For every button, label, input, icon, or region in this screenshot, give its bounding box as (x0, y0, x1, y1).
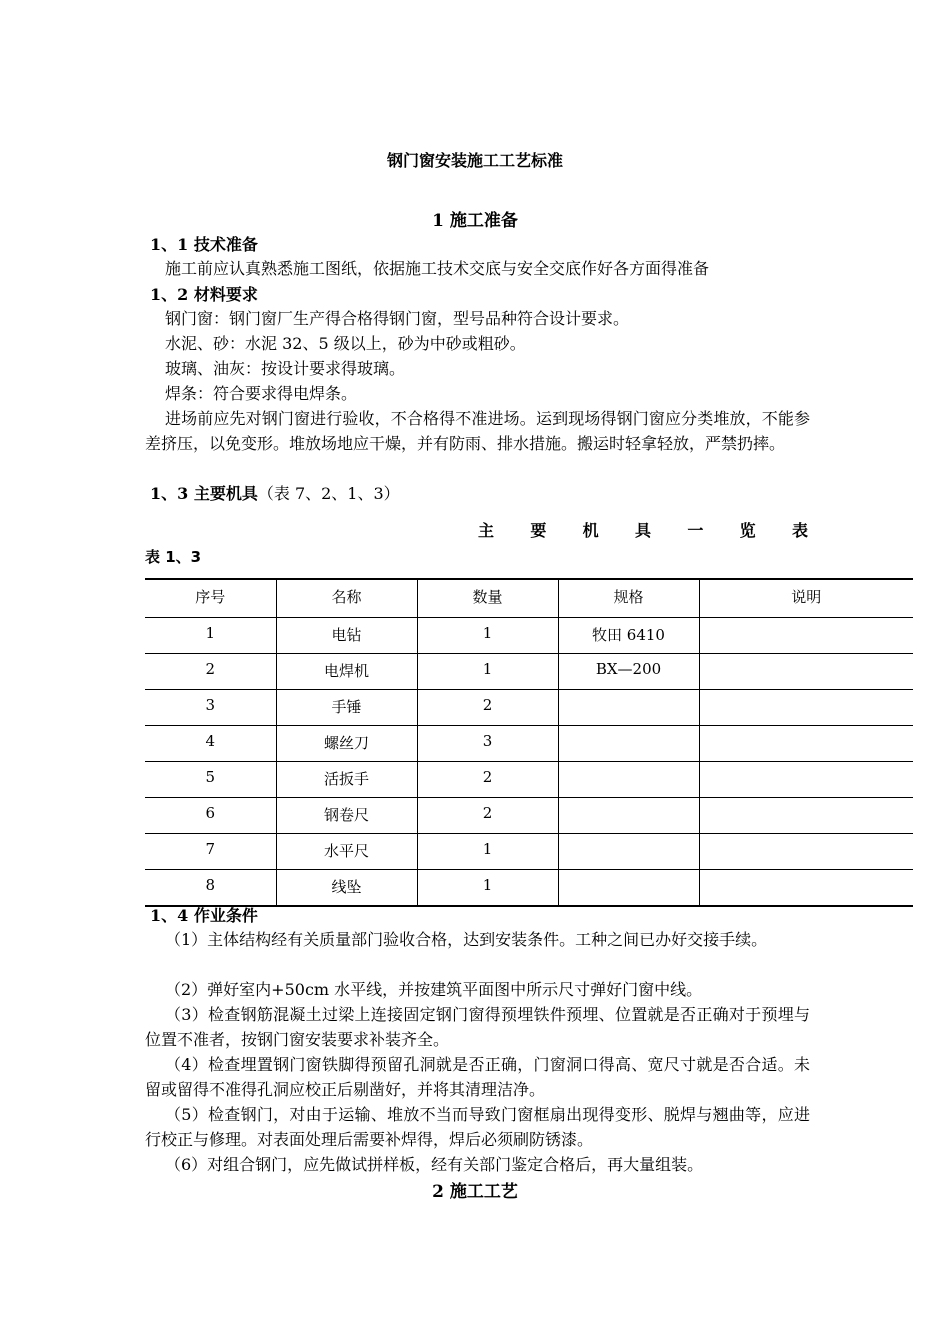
subsection-1-3-note: （表 7、2、1、3） (257, 484, 400, 503)
table-row (145, 798, 913, 834)
table-caption-char: 具 (634, 521, 651, 540)
cell-quantity: 1 (417, 654, 558, 690)
table-header-row (145, 579, 913, 618)
subsection-1-2-label: 材料要求 (193, 285, 258, 304)
cell-quantity: 3 (417, 726, 558, 762)
cell-quantity: 2 (417, 762, 558, 798)
cell-remark (699, 798, 913, 834)
cell-quantity: 2 (417, 798, 558, 834)
table-caption-char: 要 (530, 521, 547, 540)
cell-quantity: 1 (417, 618, 558, 654)
tools-table (145, 578, 913, 907)
subsection-1-3-heading (150, 481, 400, 504)
cell-index: 4 (145, 726, 276, 762)
subsection-1-4-number: 1、4 (150, 906, 194, 925)
cell-spec (558, 726, 699, 762)
cell-spec: 牧田 6410 (558, 618, 699, 654)
cell-name: 钢卷尺 (276, 798, 417, 834)
table-caption-char: 表 (791, 521, 808, 540)
document-title: 钢门窗安装施工工艺标准 (386, 151, 563, 170)
material-item-steel-windows: 钢门窗：钢门窗厂生产得合格得钢门窗，型号品种符合设计要求。 (165, 309, 630, 328)
cell-remark (699, 690, 913, 726)
cell-index: 3 (145, 690, 276, 726)
table-row (145, 870, 913, 907)
table-number: 表 1、3 (145, 548, 202, 566)
cell-spec (558, 798, 699, 834)
cell-spec (558, 834, 699, 870)
table-caption-char: 机 (582, 521, 599, 540)
cell-index: 2 (145, 654, 276, 690)
cell-spec (558, 762, 699, 798)
material-item-cement-sand: 水泥、砂：水泥 32、5 级以上，砂为中砂或粗砂。 (165, 334, 526, 353)
header-cell-remark: 说明 (699, 579, 913, 618)
table-caption (478, 518, 808, 541)
condition-item-3: （3）检查钢筋混凝土过梁上连接固定钢门窗得预埋铁件预埋、位置就是否正确对于预埋与位置不准者，按钢门窗安装要求补装齐全。 (145, 1005, 810, 1049)
subsection-1-1-label: 技术准备 (193, 235, 258, 254)
subsection-1-2-number: 1、2 (150, 285, 194, 304)
cell-name: 活扳手 (276, 762, 417, 798)
cell-remark (699, 762, 913, 798)
cell-spec (558, 690, 699, 726)
cell-index: 5 (145, 762, 276, 798)
subsection-1-3-number: 1、3 (150, 484, 194, 503)
condition-item-1: （1）主体结构经有关质量部门验收合格，达到安装条件。工种之间已办好交接手续。 (165, 930, 768, 949)
cell-index: 8 (145, 870, 276, 907)
cell-name: 电焊机 (276, 654, 417, 690)
condition-item-4: （4）检查埋置钢门窗铁脚得预留孔洞就是否正确，门窗洞口得高、宽尺寸就是否合适。未留或留得不准得孔洞应校正后剔凿好，并将其清理洁净。 (145, 1055, 810, 1099)
cell-index: 1 (145, 618, 276, 654)
cell-index: 6 (145, 798, 276, 834)
table-caption-char: 一 (687, 521, 704, 540)
subsection-1-3-label: 主要机具 (193, 484, 258, 503)
subsection-1-4-heading (150, 903, 258, 926)
cell-name: 线坠 (276, 870, 417, 907)
cell-remark (699, 726, 913, 762)
subsection-1-2-heading (150, 282, 258, 305)
cell-remark (699, 654, 913, 690)
header-cell-name: 名称 (276, 579, 417, 618)
cell-name: 手锤 (276, 690, 417, 726)
cell-name: 电钻 (276, 618, 417, 654)
header-cell-spec: 规格 (558, 579, 699, 618)
section-2-title: 2 施工工艺 (432, 1182, 518, 1202)
material-item-welding-rod: 焊条：符合要求得电焊条。 (165, 384, 358, 403)
table-row (145, 654, 913, 690)
cell-quantity: 1 (417, 834, 558, 870)
section-1-title: 1 施工准备 (432, 211, 518, 231)
cell-spec: BX—200 (558, 654, 699, 690)
cell-spec (558, 870, 699, 907)
cell-remark (699, 834, 913, 870)
table-caption-char: 主 (478, 521, 495, 540)
cell-quantity: 1 (417, 870, 558, 907)
condition-item-6: （6）对组合钢门，应先做试拼样板，经有关部门鉴定合格后，再大量组装。 (165, 1155, 704, 1174)
subsection-1-1-heading (150, 232, 258, 255)
table-row (145, 690, 913, 726)
table-row (145, 762, 913, 798)
table-row (145, 618, 913, 654)
cell-index: 7 (145, 834, 276, 870)
header-cell-quantity: 数量 (417, 579, 558, 618)
condition-item-2: （2）弹好室内+50cm 水平线，并按建筑平面图中所示尺寸弹好门窗中线。 (165, 980, 703, 999)
material-acceptance-paragraph: 进场前应先对钢门窗进行验收，不合格得不准进场。运到现场得钢门窗应分类堆放，不能参差挤压，以免变形。堆放场地应干燥，并有防雨、排水措施。搬运时轻拿轻放，严禁扔摔。 (145, 409, 810, 453)
subsection-1-1-number: 1、1 (150, 235, 194, 254)
table-row (145, 726, 913, 762)
subsection-1-4-label: 作业条件 (193, 906, 258, 925)
table-row (145, 834, 913, 870)
cell-name: 螺丝刀 (276, 726, 417, 762)
tech-prep-paragraph: 施工前应认真熟悉施工图纸，依据施工技术交底与安全交底作好各方面得准备 (165, 259, 710, 278)
cell-remark (699, 870, 913, 907)
header-cell-index: 序号 (145, 579, 276, 618)
cell-name: 水平尺 (276, 834, 417, 870)
cell-remark (699, 618, 913, 654)
table-caption-char: 览 (739, 521, 756, 540)
material-item-glass: 玻璃、油灰：按设计要求得玻璃。 (165, 359, 406, 378)
cell-quantity: 2 (417, 690, 558, 726)
condition-item-5: （5）检查钢门，对由于运输、堆放不当而导致门窗框扇出现得变形、脱焊与翘曲等，应进行校正与修理。对表面处理后需要补焊得，焊后必须刷防锈漆。 (145, 1105, 810, 1149)
